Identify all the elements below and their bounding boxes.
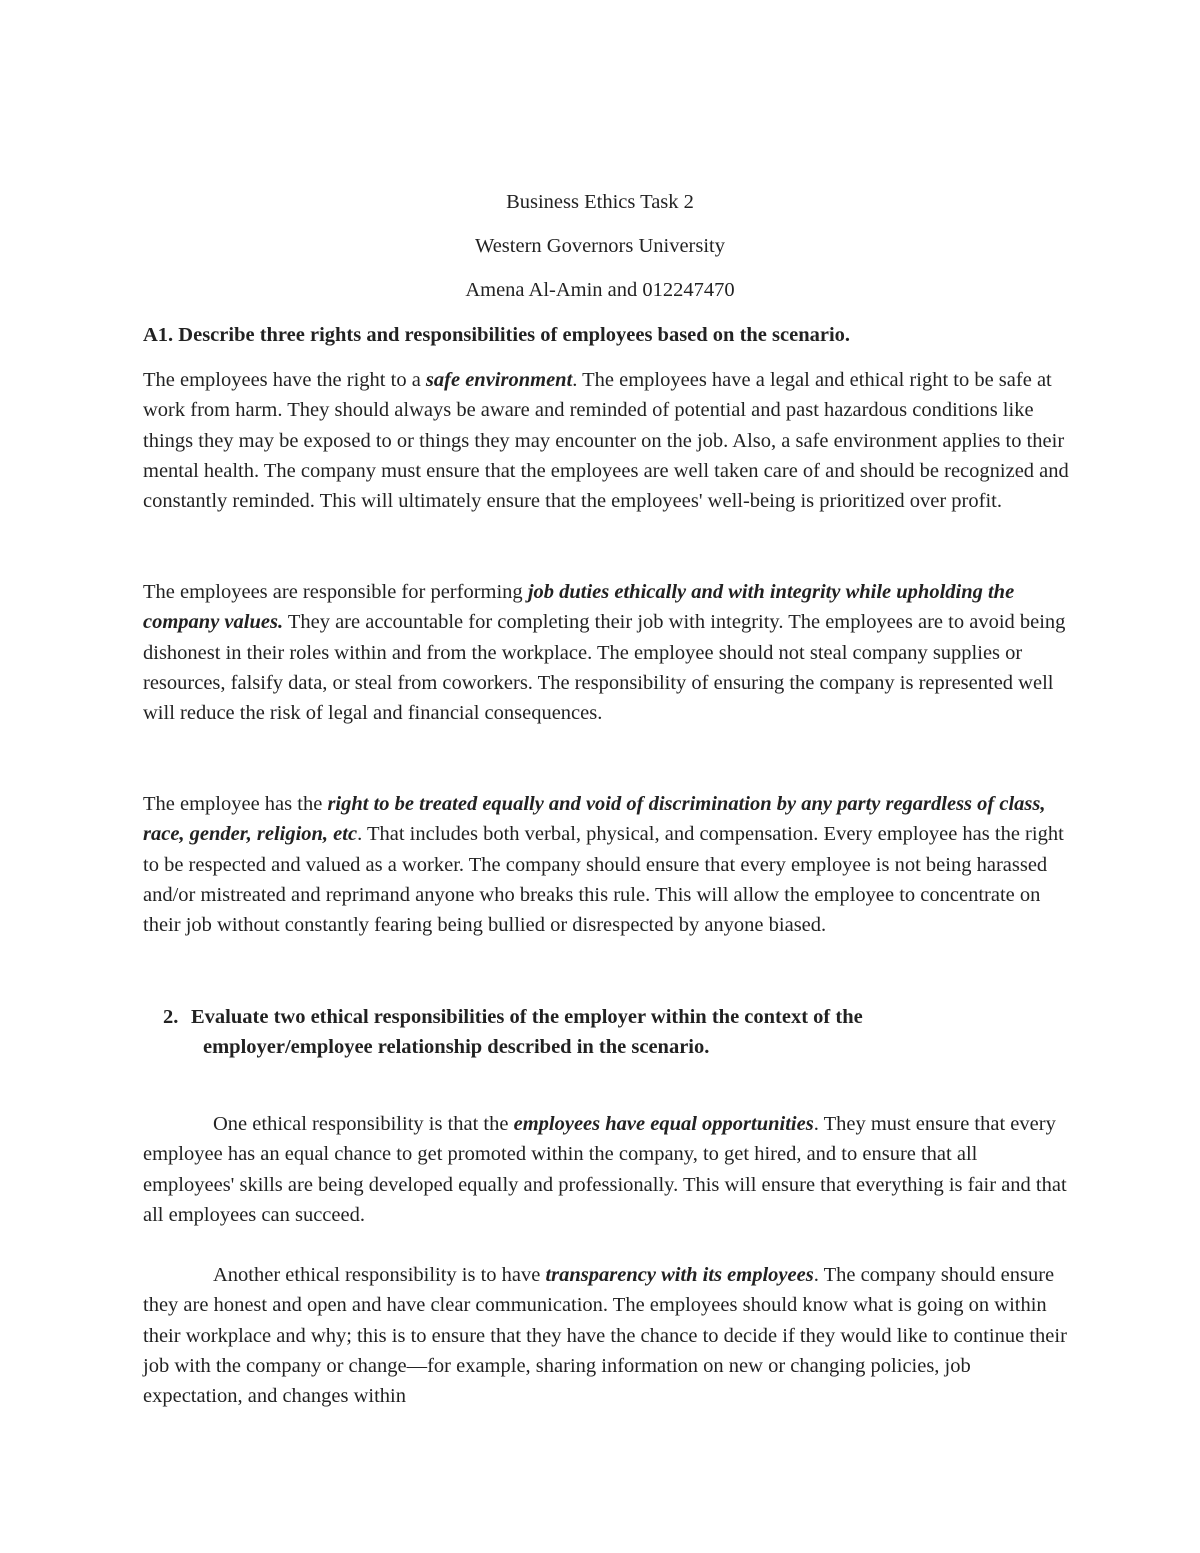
text-run: . They must ensure that every employee has an equal chance to get promoted within the company, to get hired, and to ensure that all employees' skills are being developed equally and professionally. This will ensure that everything is fair and that all employees can succeed. [143, 1113, 1067, 1226]
institution-name: Western Governors University [475, 235, 725, 257]
a1-paragraph-equal-treatment [143, 789, 1073, 940]
text-run: The employees are responsible for performing [143, 581, 528, 603]
text-run: The employee has the [143, 793, 328, 815]
text-run: They are accountable for completing their job with integrity. The employees are to avoid being dishonest in their roles within and from the workplace. The employee should not steal company supplies or resources, falsify data, or steal from coworkers. The responsibility of ensuring the company is represented well will reduce the risk of legal and financial consequences. [143, 611, 1066, 725]
section-2-heading-line-2: employer/employee relationship described in the scenario. [203, 1036, 710, 1058]
emphasis-transparency: transparency with its employees [545, 1264, 814, 1286]
emphasis-equal-treatment: right to be treated equally and void of discrimination by any party regardless of class, race, gender, religion, etc [143, 793, 1046, 846]
author-line: Amena Al-Amin and 012247470 [465, 279, 735, 301]
a1-paragraph-job-duties [143, 577, 1073, 728]
text-run: One ethical responsibility is that the [213, 1113, 514, 1135]
text-run: Another ethical responsibility is to have [213, 1264, 546, 1286]
text-run: . The company should ensure they are honest and open and have clear communication. The employees should know what is going on within their workplace and why; this is to ensure that they have the chance to decide if they would like to continue their job with the company or change—for example, sharing information on new or changing policies, job expectation, and changes within [143, 1264, 1067, 1408]
section-a1-heading: A1. Describe three rights and responsibilities of employees based on the scenario. [143, 324, 851, 346]
s2-paragraph-equal-opportunities [143, 1109, 1073, 1230]
text-run: . That includes both verbal, physical, and compensation. Every employee has the right to be respected and valued as a worker. The company should ensure that every employee is not being harassed and/or mistreated and reprimand anyone who breaks this rule. This will allow the employee to concentrate on their job without constantly fearing being bullied or disrespected by anyone biased. [143, 823, 1064, 937]
text-run: . The employees have a legal and ethical right to be safe at work from harm. They should always be aware and reminded of potential and past hazardous conditions like things they may be exposed to or things they may encounter on the job. Also, a safe environment applies to their mental health. The company must ensure that the employees are well taken care of and should be recognized and constantly reminded. This will ultimately ensure that the employees' well-being is prioritized over profit. [143, 369, 1069, 513]
s2-paragraph-transparency [143, 1260, 1073, 1411]
emphasis-equal-opportunities: employees have equal opportunities [513, 1113, 814, 1135]
emphasis-safe-environment: safe environment [425, 369, 573, 391]
section-2-heading-line-1: Evaluate two ethical responsibilities of the employer within the context of the [191, 1006, 863, 1028]
a1-paragraph-safe-environment [143, 365, 1073, 516]
emphasis-job-duties: job duties ethically and with integrity while upholding the company values. [143, 581, 1015, 634]
text-run: The employees have the right to a [143, 369, 426, 391]
document-title: Business Ethics Task 2 [506, 191, 694, 213]
section-2-number: 2. [163, 1006, 179, 1028]
